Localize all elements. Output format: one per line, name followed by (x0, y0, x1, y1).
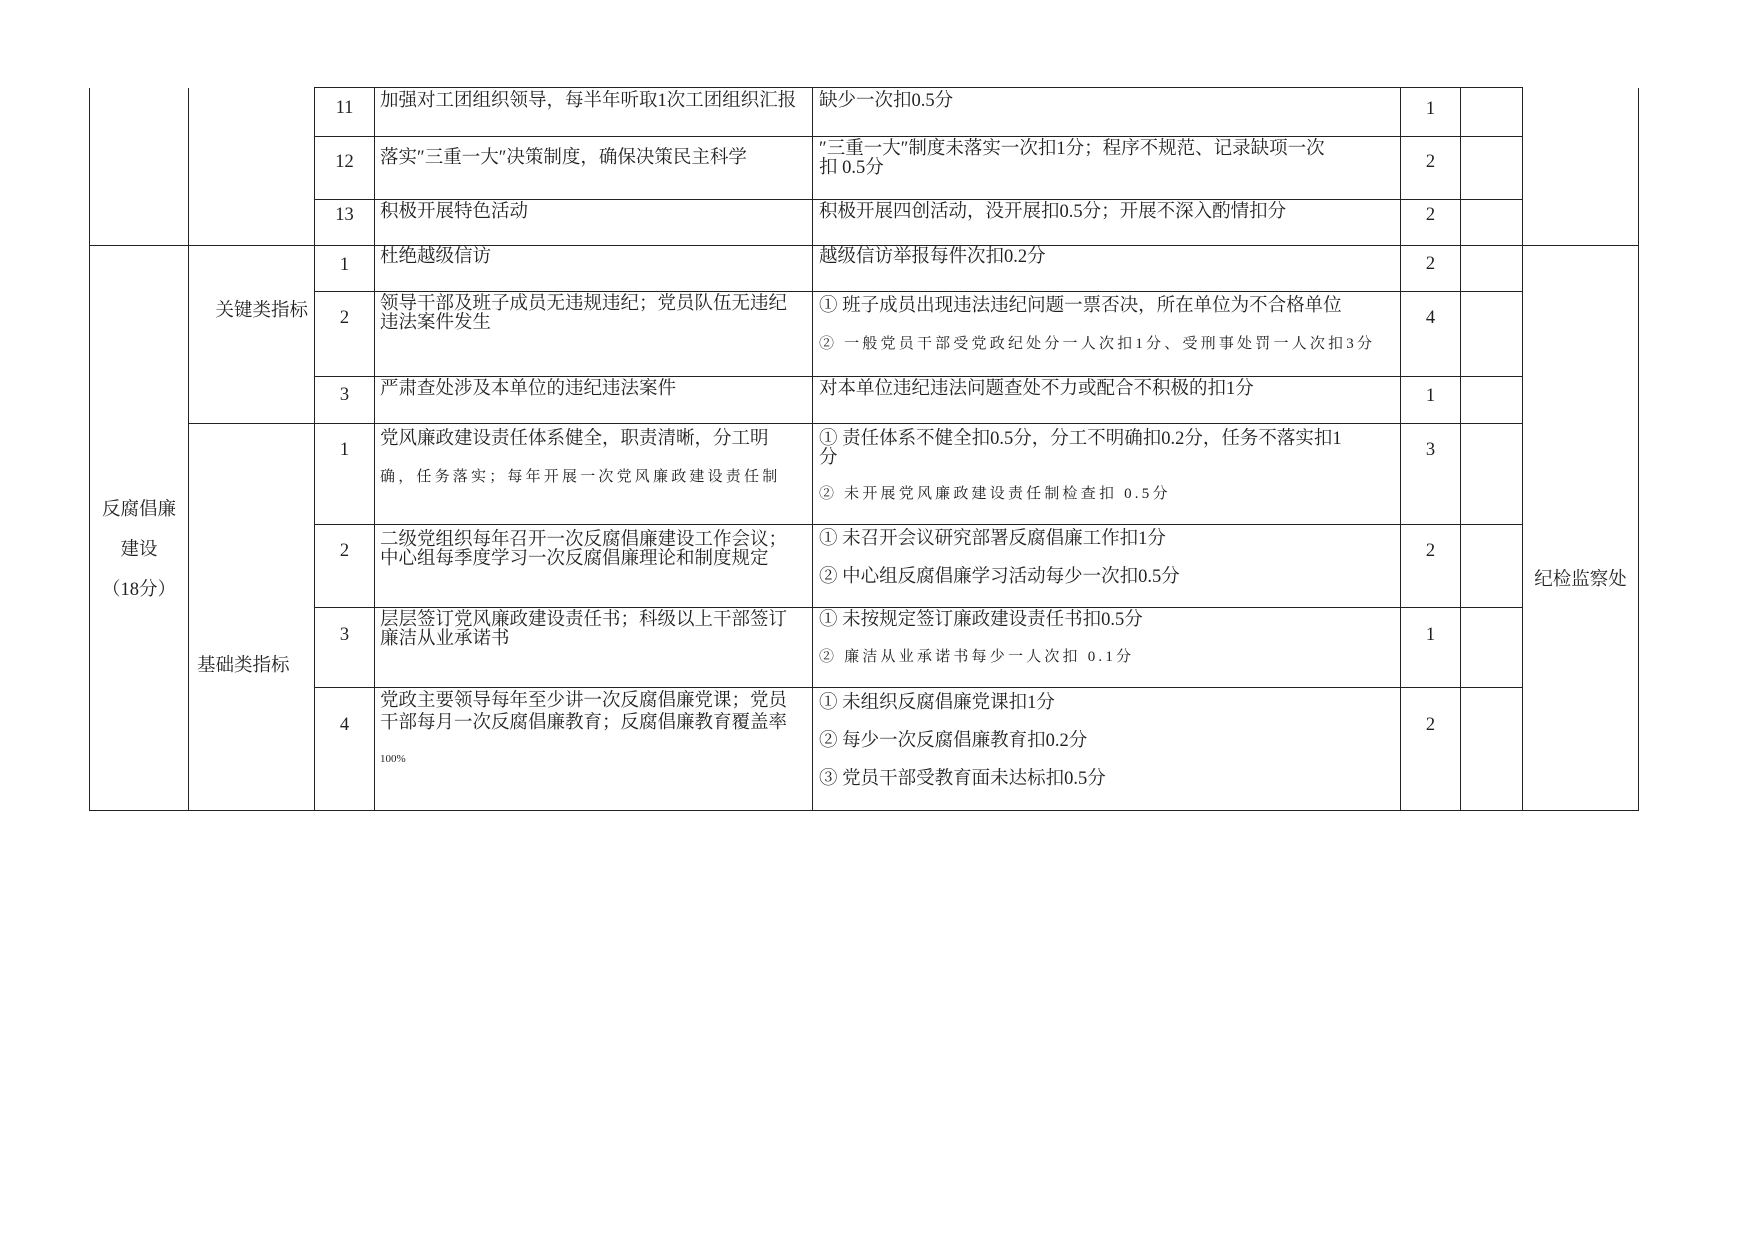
item-content (375, 200, 813, 246)
continued-group-cell (189, 88, 315, 246)
score-value: 2 (1401, 688, 1461, 811)
category-title-line: 反腐倡廉 (101, 500, 176, 520)
score-value: 2 (1401, 525, 1461, 608)
scoring-criteria (813, 292, 1401, 377)
item-number: 1 (315, 424, 375, 525)
item-content (375, 292, 813, 377)
item-number: 11 (315, 88, 375, 137)
scoring-criteria (813, 424, 1401, 525)
item-content-line: 严肃查处涉及本单位的违纪违法案件 (380, 379, 677, 399)
table-row (90, 424, 1639, 525)
scoring-criteria (813, 88, 1401, 137)
item-content-line: 层层签订党风廉政建设责任书；科级以上干部签订 (380, 610, 788, 630)
scoring-criteria (813, 525, 1401, 608)
table-row (90, 377, 1639, 424)
score-value: 2 (1401, 200, 1461, 246)
table-row (90, 246, 1639, 292)
blank-cell (1461, 246, 1523, 292)
score-value: 1 (1401, 88, 1461, 137)
blank-cell (1461, 525, 1523, 608)
criteria-line: ① 未按规定签订廉政建设责任书扣0.5分 (819, 610, 1143, 630)
item-content (375, 246, 813, 292)
scoring-criteria (813, 688, 1401, 811)
blank-cell (1461, 688, 1523, 811)
score-value: 1 (1401, 377, 1461, 424)
item-content-line: 杜绝越级信访 (380, 247, 492, 267)
score-value: 2 (1401, 137, 1461, 200)
item-content (375, 88, 813, 137)
item-content (375, 608, 813, 688)
category-title-line: 建设 (120, 540, 158, 560)
item-content-line: 违法案件发生 (380, 313, 492, 333)
scoring-criteria (813, 377, 1401, 424)
table-row (90, 200, 1639, 246)
blank-cell (1461, 137, 1523, 200)
item-content-line: 干部每月一次反腐倡廉教育；反腐倡廉教育覆盖率 (380, 713, 788, 733)
criteria-line: ② 一般党员干部受党政纪处分一人次扣1分、受刑事处罚一人次扣3分 (819, 336, 1376, 352)
criteria-line: ① 班子成员出现违法违纪问题一票否决，所在单位为不合格单位 (819, 296, 1342, 316)
item-content (375, 525, 813, 608)
item-number: 2 (315, 525, 375, 608)
item-number: 2 (315, 292, 375, 377)
item-number: 3 (315, 608, 375, 688)
item-content-line: 党政主要领导每年至少讲一次反腐倡廉党课；党员 (380, 691, 788, 711)
blank-cell (1461, 88, 1523, 137)
blank-cell (1461, 292, 1523, 377)
item-content-line: 领导干部及班子成员无违规违纪；党员队伍无违纪 (380, 294, 788, 314)
item-number: 13 (315, 200, 375, 246)
item-content-line: 党风廉政建设责任体系健全，职责清晰，分工明 (380, 429, 769, 449)
item-content-line: 落实″三重一大″决策制度，确保决策民主科学 (380, 148, 747, 168)
criteria-line: 分 (819, 448, 838, 468)
criteria-line: ① 未组织反腐倡廉党课扣1分 (819, 693, 1055, 713)
score-value: 2 (1401, 246, 1461, 292)
item-content-line: 廉洁从业承诺书 (380, 629, 510, 649)
table-row (90, 137, 1639, 200)
item-content-line: 100% (380, 753, 406, 765)
criteria-line: ② 廉洁从业承诺书每少一人次扣 0.1分 (819, 649, 1135, 665)
responsible-department: 纪检监察处 (1523, 246, 1639, 811)
assessment-table (89, 87, 1639, 811)
item-number: 12 (315, 137, 375, 200)
criteria-line: ② 未开展党风廉政建设责任制检查扣 0.5分 (819, 486, 1171, 502)
category-points: （18分） (101, 580, 176, 600)
item-content-line: 二级党组织每年召开一次反腐倡廉建设工作会议； (380, 530, 788, 550)
group-label-basic-indicators: 基础类指标 (189, 424, 315, 811)
criteria-line: 积极开展四创活动，没开展扣0.5分；开展不深入酌情扣分 (819, 202, 1287, 222)
blank-cell (1461, 608, 1523, 688)
item-content (375, 377, 813, 424)
item-content-line: 积极开展特色活动 (380, 202, 529, 222)
criteria-line: 对本单位违纪违法问题查处不力或配合不积极的扣1分 (819, 379, 1254, 399)
criteria-line: ① 责任体系不健全扣0.5分，分工不明确扣0.2分，任务不落实扣1 (819, 429, 1342, 449)
blank-cell (1461, 424, 1523, 525)
criteria-line: ② 每少一次反腐倡廉教育扣0.2分 (819, 731, 1088, 751)
item-number: 4 (315, 688, 375, 811)
score-value: 3 (1401, 424, 1461, 525)
group-label-key-indicators: 关键类指标 (189, 246, 315, 424)
blank-cell (1461, 377, 1523, 424)
criteria-line: ① 未召开会议研究部署反腐倡廉工作扣1分 (819, 529, 1166, 549)
item-number: 1 (315, 246, 375, 292)
table-row (90, 608, 1639, 688)
table-row (90, 88, 1639, 137)
scoring-criteria (813, 200, 1401, 246)
score-value: 1 (1401, 608, 1461, 688)
criteria-line: 扣 0.5分 (819, 158, 884, 178)
table-row (90, 688, 1639, 811)
item-content (375, 424, 813, 525)
table-row (90, 292, 1639, 377)
criteria-line: ③ 党员干部受教育面未达标扣0.5分 (819, 769, 1106, 789)
item-content-line: 确，任务落实；每年开展一次党风廉政建设责任制 (380, 469, 781, 485)
criteria-line: ② 中心组反腐倡廉学习活动每少一次扣0.5分 (819, 567, 1180, 587)
score-value: 4 (1401, 292, 1461, 377)
category-cell (90, 246, 189, 811)
blank-cell (1461, 200, 1523, 246)
scoring-criteria (813, 246, 1401, 292)
scoring-criteria (813, 137, 1401, 200)
item-content (375, 688, 813, 811)
criteria-line: 缺少一次扣0.5分 (819, 91, 954, 111)
criteria-line: 越级信访举报每件次扣0.2分 (819, 247, 1046, 267)
item-number: 3 (315, 377, 375, 424)
item-content-line: 中心组每季度学习一次反腐倡廉理论和制度规定 (380, 549, 769, 569)
scoring-criteria (813, 608, 1401, 688)
criteria-line: ″三重一大″制度未落实一次扣1分；程序不规范、记录缺项一次 (819, 139, 1325, 159)
table-row (90, 525, 1639, 608)
item-content (375, 137, 813, 200)
item-content-line: 加强对工团组织领导，每半年听取1次工团组织汇报 (380, 91, 797, 111)
continued-category-cell (90, 88, 189, 246)
continued-department-cell (1523, 88, 1639, 246)
